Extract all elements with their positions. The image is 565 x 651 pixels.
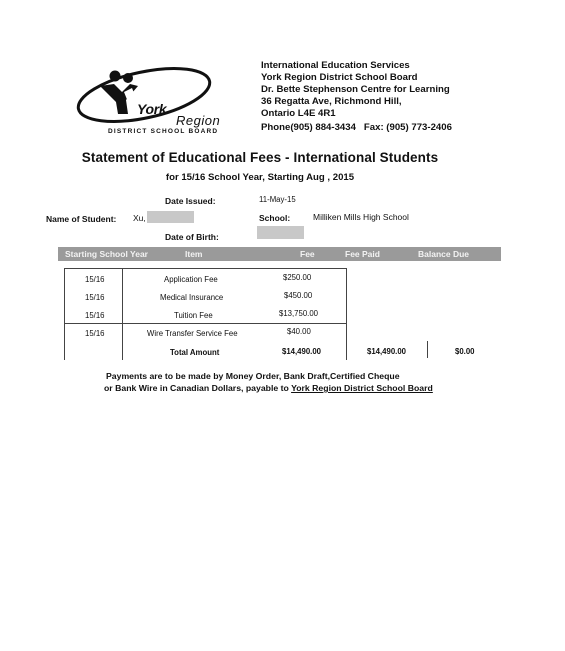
payment-note — [106, 370, 433, 394]
student-name-label: Name of Student: — [46, 214, 117, 224]
table-grid-line — [64, 268, 347, 269]
table-cell-fee: $40.00 — [287, 327, 311, 336]
total-fee: $14,490.00 — [282, 347, 322, 356]
total-paid: $14,490.00 — [367, 347, 407, 356]
document-subtitle: for 15/16 School Year, Starting Aug , 2015 — [165, 172, 355, 183]
address-line: Dr. Bette Stephenson Centre for Learning — [261, 84, 450, 95]
date-issued-value: 11-May-15 — [259, 195, 296, 204]
student-name-value: Xu, — [133, 213, 146, 223]
payment-note-line2 — [104, 382, 433, 394]
table-grid-line — [64, 268, 65, 360]
table-cell-year: 15/16 — [85, 311, 105, 320]
payee-name: York Region District School Board — [291, 383, 433, 393]
table-grid-line — [427, 341, 428, 358]
header-fee: Fee — [300, 249, 315, 259]
address-line: Ontario L4E 4R1 — [261, 108, 336, 119]
address-line: 36 Regatta Ave, Richmond Hill, — [261, 96, 402, 107]
total-balance: $0.00 — [455, 347, 475, 356]
table-cell-fee: $13,750.00 — [279, 309, 319, 318]
table-cell-item: Medical Insurance — [160, 293, 224, 302]
table-cell-year: 15/16 — [85, 275, 105, 284]
header-item: Item — [185, 249, 203, 259]
table-grid-line — [64, 323, 347, 324]
dob-label: Date of Birth: — [165, 232, 219, 242]
school-label: School: — [259, 213, 291, 223]
redacted-name — [147, 211, 194, 223]
table-grid-line — [122, 268, 123, 360]
address-block — [261, 60, 452, 134]
header-fee-paid: Fee Paid — [345, 249, 380, 259]
payment-note-line1: Payments are to be made by Money Order, Bank Draft,Certified Cheque — [106, 371, 400, 381]
logo-region-text: Region — [176, 113, 221, 128]
phone-fax-line: Phone(905) 884-3434 Fax: (905) 773-2406 — [261, 122, 452, 133]
date-issued-label: Date Issued: — [165, 196, 216, 206]
table-grid-line — [346, 268, 347, 360]
school-value: Milliken Mills High School — [313, 212, 409, 222]
header-starting-year: Starting School Year — [65, 249, 148, 259]
logo-york-text: York — [137, 101, 167, 117]
redacted-dob — [257, 226, 304, 239]
address-line: International Education Services — [261, 60, 410, 71]
logo-subtitle: DISTRICT SCHOOL BOARD — [108, 128, 219, 135]
table-cell-year: 15/16 — [85, 329, 105, 338]
header-balance-due: Balance Due — [418, 249, 470, 259]
document-title: Statement of Educational Fees - International Students — [81, 150, 439, 165]
table-cell-fee: $450.00 — [284, 291, 313, 300]
total-label: Total Amount — [170, 348, 220, 357]
table-cell-fee: $250.00 — [283, 273, 312, 282]
table-cell-item: Wire Transfer Service Fee — [147, 329, 238, 338]
table-cell-item: Application Fee — [164, 275, 218, 284]
table-cell-item: Tuition Fee — [174, 311, 213, 320]
address-line: York Region District School Board — [261, 72, 418, 83]
table-cell-year: 15/16 — [85, 293, 105, 302]
payment-note-prefix: or Bank Wire in Canadian Dollars, payable to — [104, 383, 292, 393]
